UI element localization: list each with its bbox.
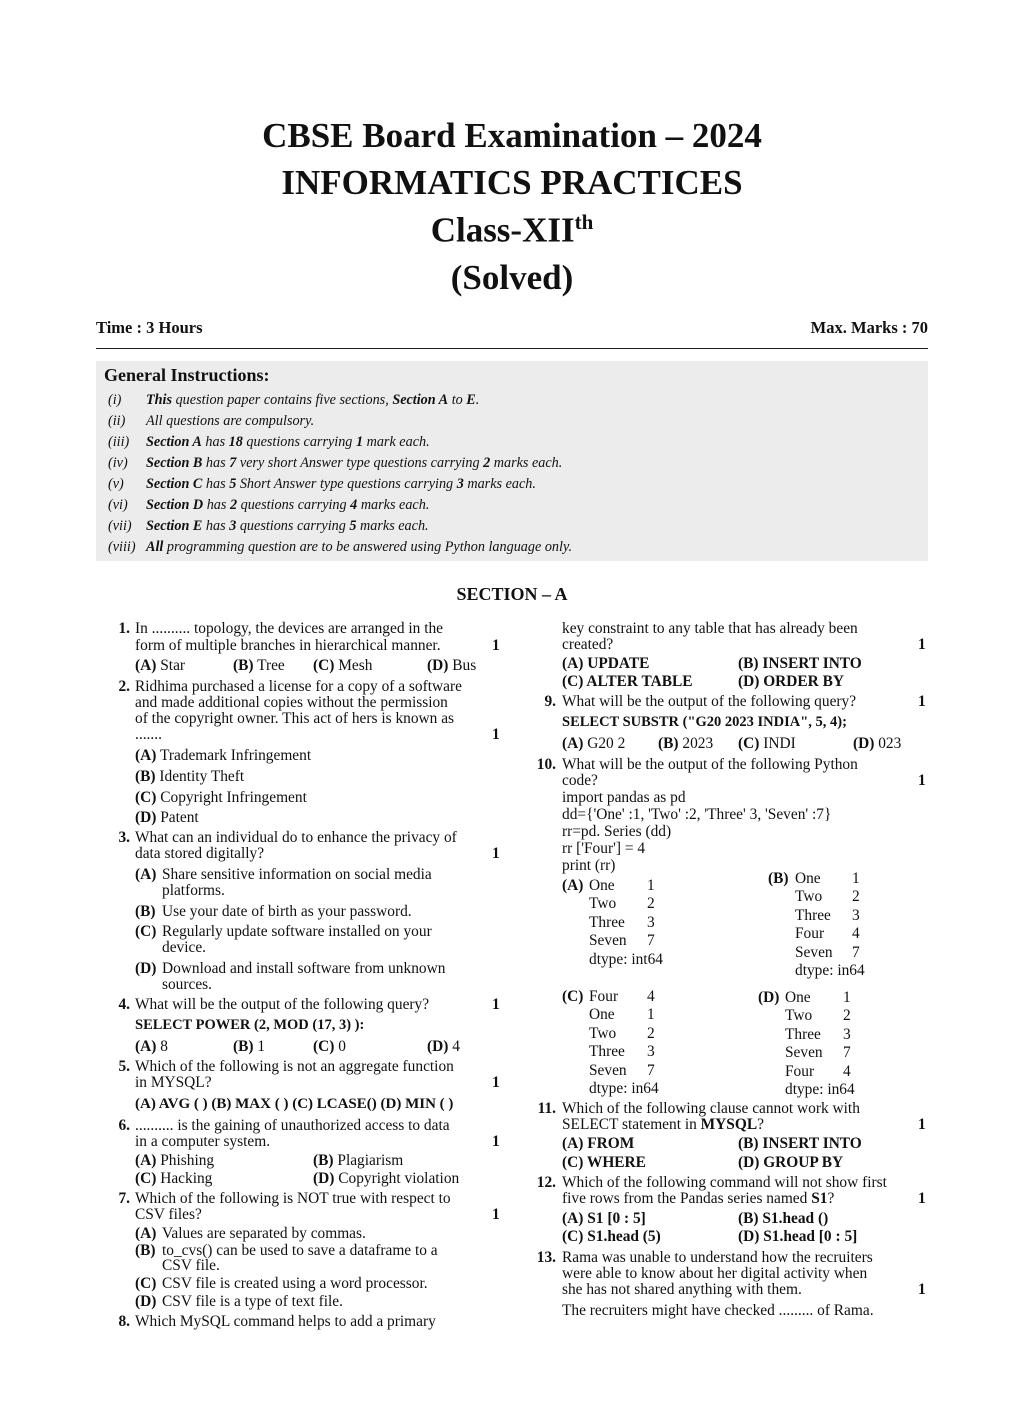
question-number: 4.: [118, 996, 130, 1013]
option-label: (B): [768, 870, 789, 887]
option-label: (D): [427, 1038, 449, 1055]
mark: 1: [492, 637, 500, 654]
class-title: [0, 210, 1024, 251]
mark: 1: [492, 996, 500, 1013]
subject-title: INFORMATICS PRACTICES: [281, 163, 743, 202]
series-value: 1: [647, 1006, 655, 1023]
series-label: Four: [795, 925, 825, 942]
series-value: 2: [647, 895, 655, 912]
question-text: Which of the following command will not show first: [562, 1174, 887, 1191]
series-value: 1: [843, 989, 851, 1006]
option-label: (A): [135, 866, 157, 883]
question-text: What will be the output of the following query?: [135, 996, 430, 1013]
option-label: (B): [135, 903, 156, 920]
option-label: (B): [233, 1038, 254, 1055]
option-label: (A): [135, 1225, 157, 1242]
question-number: 6.: [118, 1117, 130, 1134]
instruction-item: [108, 518, 429, 535]
series-label: Four: [785, 1063, 815, 1080]
series-label: Three: [785, 1026, 821, 1043]
option-label: (A): [135, 747, 157, 764]
mark: 1: [918, 636, 926, 653]
option-text: 2023: [682, 735, 714, 752]
option: (C) WHERE: [562, 1154, 646, 1171]
series-label: Seven: [589, 932, 627, 949]
series-label: Seven: [589, 1062, 627, 1079]
question-text: form of multiple branches in hierarchical manner.: [135, 637, 441, 654]
question-number: 5.: [118, 1058, 130, 1075]
option: [313, 1038, 346, 1055]
series-label: Two: [785, 1007, 813, 1024]
option-label: (A): [562, 735, 584, 752]
mark: 1: [918, 1190, 926, 1207]
option: [853, 735, 901, 752]
instruction-item: [108, 392, 479, 409]
question-text: in MYSQL?: [135, 1074, 212, 1091]
question-number: 3.: [118, 829, 130, 846]
series-value: 4: [647, 988, 655, 1005]
option-text: CSV file is a type of text file.: [162, 1293, 343, 1310]
question-text: code?: [562, 772, 598, 789]
option-text: Use your date of birth as your password.: [162, 903, 412, 920]
option: [233, 657, 285, 674]
question-text-part: SELECT statement in: [562, 1116, 701, 1133]
question-text-part: ?: [827, 1190, 835, 1207]
option: (B) S1.head (): [738, 1210, 829, 1227]
option: [135, 1170, 212, 1187]
option: (A) FROM: [562, 1135, 635, 1152]
series-label: Two: [589, 1025, 617, 1042]
question-text: [562, 1190, 834, 1207]
option: [313, 1152, 403, 1169]
option: [135, 1038, 168, 1055]
option-text: 023: [878, 735, 902, 752]
question-number: 11.: [537, 1100, 556, 1117]
series-value: 2: [843, 1007, 851, 1024]
option-text: Plagiarism: [337, 1152, 404, 1169]
option-label: (D): [313, 1170, 335, 1187]
option-text: to_cvs() can be used to save a dataframe to a: [162, 1242, 438, 1259]
question-text: of the copyright owner. This act of hers is known as: [135, 710, 455, 727]
instruction-num: (viii): [108, 539, 136, 555]
option: [427, 1038, 460, 1055]
question-text: .......... is the gaining of unauthorized access to data: [135, 1117, 450, 1134]
option: (A) S1 [0 : 5]: [562, 1210, 646, 1227]
question-number: 10.: [536, 756, 556, 773]
series-value: 1: [852, 870, 860, 887]
question-text: CSV files?: [135, 1206, 202, 1223]
option-label: (A): [135, 657, 157, 674]
code-line: rr ['Four'] = 4: [562, 840, 646, 857]
question-text: What will be the output of the following Python: [562, 756, 858, 773]
series-value: 7: [852, 944, 860, 961]
series-label: One: [589, 877, 615, 894]
option-text: Phishing: [160, 1152, 215, 1169]
series-label: One: [589, 1006, 615, 1023]
instruction-item: [108, 497, 429, 514]
instruction-text: This question paper contains five sections, Section A to E.: [146, 392, 480, 408]
code-line: import pandas as pd: [562, 789, 686, 806]
option-text: Copyright violation: [338, 1170, 460, 1187]
option: (D) GROUP BY: [738, 1154, 844, 1171]
question-number: 2.: [118, 678, 130, 695]
option-text: Hacking: [160, 1170, 213, 1187]
question-text: Which of the following clause cannot work with: [562, 1100, 860, 1117]
instruction-text: All programming question are to be answered using Python language only.: [146, 539, 573, 555]
option-text: Copyright Infringement: [160, 789, 307, 806]
option: [135, 747, 311, 764]
option-text: Patent: [160, 809, 199, 826]
instructions-title: General Instructions:: [104, 365, 270, 385]
series-label: One: [795, 870, 821, 887]
instruction-text: All questions are compulsory.: [146, 413, 315, 429]
option-label: (C): [313, 657, 335, 674]
option-label: (C): [135, 923, 157, 940]
option-label: (C): [135, 789, 157, 806]
series-value: 2: [852, 888, 860, 905]
instruction-num: (v): [108, 476, 124, 492]
instruction-item: [108, 434, 430, 451]
question-text: What can an individual do to enhance the privacy of: [135, 829, 457, 846]
series-label: Three: [795, 907, 831, 924]
series-value: 3: [647, 1043, 655, 1060]
mark: 1: [492, 1206, 500, 1223]
option-label: (B): [135, 1242, 156, 1259]
option-label: (C): [313, 1038, 335, 1055]
option: (D) ORDER BY: [738, 673, 845, 690]
option-label: (D): [758, 989, 780, 1006]
question-text: Rama was unable to understand how the recruiters: [562, 1249, 873, 1266]
marks-label: Max. Marks : 70: [810, 318, 928, 337]
question-text: created?: [562, 636, 614, 653]
option: (D) S1.head [0 : 5]: [738, 1228, 858, 1245]
option-text: Trademark Infringement: [159, 747, 312, 764]
mark: 1: [918, 693, 926, 710]
option: (C) S1.head (5): [562, 1228, 661, 1245]
instruction-item: [108, 413, 314, 430]
option-label: (D): [427, 657, 449, 674]
code-line: print (rr): [562, 857, 616, 874]
option-text: sources.: [162, 976, 213, 993]
series-dtype: dtype: in64: [589, 1080, 659, 1097]
option-text: 8: [160, 1038, 168, 1055]
question-text: [562, 1116, 764, 1133]
question-text: Which of the following is NOT true with respect to: [135, 1190, 451, 1207]
series-value: 7: [647, 1062, 655, 1079]
mark: 1: [492, 726, 500, 743]
series-value: 4: [852, 925, 860, 942]
option-text: platforms.: [162, 882, 225, 899]
option-text: CSV file is created using a word processor.: [162, 1275, 428, 1292]
question-text: data stored digitally?: [135, 845, 265, 862]
question-text: were able to know about her digital activity when: [562, 1265, 868, 1282]
series-value: 7: [843, 1044, 851, 1061]
option-text: Tree: [257, 657, 285, 674]
instruction-num: (iv): [108, 455, 128, 471]
option-text: Mesh: [338, 657, 373, 674]
option: (C) ALTER TABLE: [562, 673, 693, 690]
question-text-bold: MYSQL: [700, 1116, 758, 1133]
series-value: 3: [843, 1026, 851, 1043]
option-text: 0: [338, 1038, 346, 1055]
option: [135, 809, 199, 826]
code-line: dd={'One' :1, 'Two' :2, 'Three' 3, 'Seven' :7}: [562, 806, 832, 823]
option: (B) INSERT INTO: [738, 1135, 862, 1152]
question-text: What will be the output of the following query?: [562, 693, 857, 710]
option-label: (B): [233, 657, 254, 674]
option-text: device.: [162, 939, 207, 956]
time-label: Time : 3 Hours: [96, 318, 203, 337]
class-main: Class-XII: [430, 210, 575, 250]
option-text: Values are separated by commas.: [162, 1225, 366, 1242]
option-text: Download and install software from unknown: [162, 960, 446, 977]
option: [738, 735, 796, 752]
series-dtype: dtype: int64: [589, 951, 663, 968]
instruction-item: [108, 455, 562, 472]
option: [135, 789, 307, 806]
query-text: SELECT SUBSTR ("G20 2023 INDIA", 5, 4);: [562, 714, 847, 730]
instruction-text: Section A has 18 questions carrying 1 mark each.: [146, 434, 430, 450]
option-label: (C): [135, 1275, 157, 1292]
option-label: (C): [738, 735, 760, 752]
option-label: (A): [135, 1038, 157, 1055]
question-number: 9.: [544, 693, 556, 710]
question-text: in a computer system.: [135, 1133, 271, 1150]
option-text: Star: [160, 657, 186, 674]
question-text-part: ?: [757, 1116, 764, 1133]
series-label: Three: [589, 914, 625, 931]
series-value: 2: [647, 1025, 655, 1042]
options-line: (A) AVG ( ) (B) MAX ( ) (C) LCASE() (D) MIN ( ): [135, 1096, 454, 1112]
series-dtype: dtype: in64: [785, 1081, 855, 1098]
option-text: Regularly update software installed on your: [162, 923, 432, 940]
option-text: G20 2: [587, 735, 626, 752]
code-line: rr=pd. Series (dd): [562, 823, 672, 840]
question-number: 13.: [536, 1249, 556, 1266]
option-label: (D): [853, 735, 875, 752]
option: (B) INSERT INTO: [738, 655, 862, 672]
option-text: Share sensitive information on social media: [162, 866, 432, 883]
question-text: In .......... topology, the devices are arranged in the: [135, 620, 443, 637]
question-number: 1.: [118, 620, 130, 637]
option-text: 4: [452, 1038, 460, 1055]
series-value: 1: [647, 877, 655, 894]
series-label: Seven: [795, 944, 833, 961]
option: [135, 1152, 214, 1169]
question-text: Which of the following is not an aggregate function: [135, 1058, 454, 1075]
mark: 1: [918, 1281, 926, 1298]
series-value: 3: [647, 914, 655, 931]
option-label: (D): [135, 1293, 157, 1310]
option-label: (B): [313, 1152, 334, 1169]
option-label: (D): [135, 960, 157, 977]
option-label: (A): [135, 1152, 157, 1169]
option: [135, 657, 185, 674]
option-label: (C): [135, 1170, 157, 1187]
question-text-part: five rows from the Pandas series named: [562, 1190, 812, 1207]
option-label: (B): [658, 735, 679, 752]
divider: [96, 348, 928, 349]
option-label: (B): [135, 768, 156, 785]
option: [313, 1170, 459, 1187]
mark: 1: [492, 1133, 500, 1150]
question-text: Which MySQL command helps to add a primary: [135, 1313, 436, 1330]
instruction-num: (vii): [108, 518, 132, 534]
question-text: and made additional copies without the permission: [135, 694, 448, 711]
instruction-num: (ii): [108, 413, 126, 429]
query-text: SELECT POWER (2, MOD (17, 3) ):: [135, 1017, 365, 1033]
question-text: key constraint to any table that has already been: [562, 620, 858, 637]
option: [313, 657, 372, 674]
instruction-num: (i): [108, 392, 122, 408]
series-label: Two: [589, 895, 617, 912]
option: [233, 1038, 265, 1055]
instruction-num: (iii): [108, 434, 130, 450]
option: [427, 657, 476, 674]
series-value: 3: [852, 907, 860, 924]
series-value: 4: [843, 1063, 851, 1080]
series-label: Four: [589, 988, 619, 1005]
series-dtype: dtype: in64: [795, 962, 865, 979]
option: [658, 735, 713, 752]
option: (A) UPDATE: [562, 655, 650, 672]
series-value: 7: [647, 932, 655, 949]
question-text: Ridhima purchased a license for a copy of a software: [135, 678, 462, 695]
option-label: (C): [562, 988, 584, 1005]
option-text: Bus: [452, 657, 477, 674]
question-text: .......: [135, 726, 162, 743]
option-text: CSV file.: [162, 1257, 220, 1274]
instruction-item: [108, 539, 572, 556]
instruction-text: Section D has 2 questions carrying 4 marks each.: [146, 497, 430, 513]
option-text: 1: [257, 1038, 266, 1055]
series-label: Two: [795, 888, 823, 905]
question-number: 8.: [118, 1313, 130, 1330]
instruction-text: Section E has 3 questions carrying 5 marks each.: [146, 518, 429, 534]
option-text: Identity Theft: [159, 768, 245, 785]
option-text: INDI: [763, 735, 796, 752]
instruction-item: [108, 476, 536, 493]
question-text: she has not shared anything with them.: [562, 1281, 802, 1298]
series-label: One: [785, 989, 811, 1006]
instruction-text: Section B has 7 very short Answer type questions carrying 2 marks each.: [146, 455, 563, 471]
option-label: (D): [135, 809, 157, 826]
general-instructions-box: [96, 361, 928, 561]
series-label: Seven: [785, 1044, 823, 1061]
mark: 1: [918, 772, 926, 789]
series-label: Three: [589, 1043, 625, 1060]
exam-title: CBSE Board Examination – 2024: [262, 116, 762, 155]
mark: 1: [918, 1116, 926, 1133]
question-text: The recruiters might have checked ......... of Rama.: [562, 1302, 874, 1319]
instruction-num: (vi): [108, 497, 128, 513]
option-label: (A): [562, 877, 584, 894]
solved-label: (Solved): [450, 258, 574, 297]
class-sup: th: [574, 210, 594, 234]
question-number: 7.: [118, 1190, 130, 1207]
question-text-bold: S1: [811, 1190, 828, 1207]
question-number: 12.: [536, 1174, 556, 1191]
option: [562, 735, 625, 752]
option: [135, 768, 244, 785]
mark: 1: [492, 845, 500, 862]
section-title: SECTION – A: [456, 584, 568, 604]
mark: 1: [492, 1074, 500, 1091]
instruction-text: Section C has 5 Short Answer type questions carrying 3 marks each.: [146, 476, 536, 492]
